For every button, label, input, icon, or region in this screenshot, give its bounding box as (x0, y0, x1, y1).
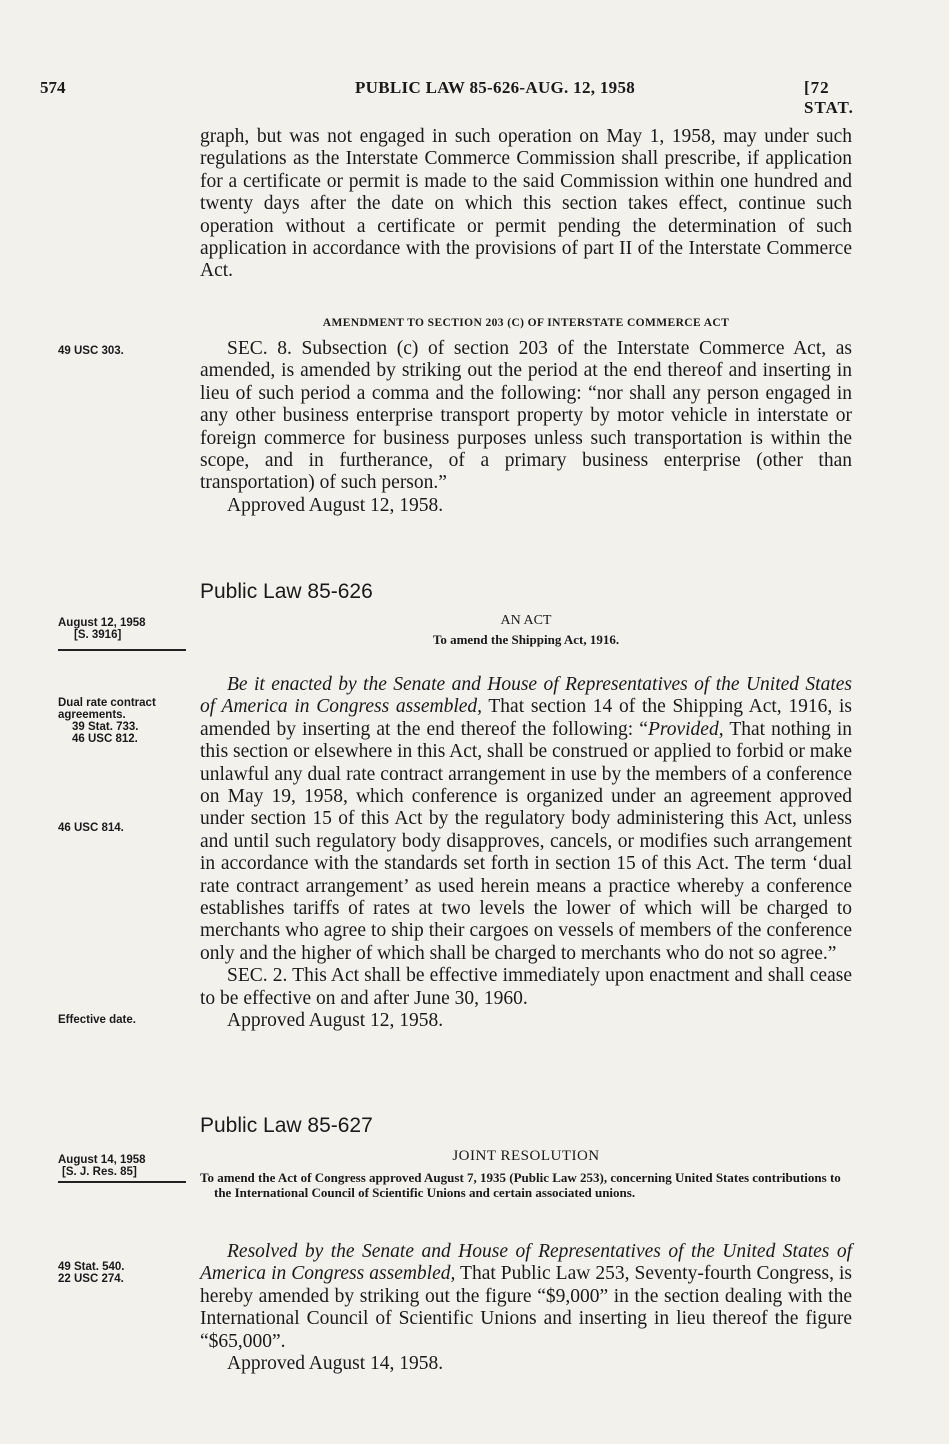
public-law-85-627-title: Public Law 85-627 (200, 1114, 373, 1137)
section-8 (200, 338, 852, 517)
provided-word: Provided, (647, 718, 724, 740)
approved-date: Approved August 12, 1958. (227, 1010, 444, 1032)
margin-note-1: 49 Stat. 540. (58, 1261, 125, 1273)
margin-bill: [S. 3916] (74, 629, 122, 641)
page-header (40, 78, 880, 117)
margin-date-627 (58, 1154, 188, 1178)
margin-notes-dual-rate (58, 697, 188, 745)
resolving-clause: Resolved by the Senate and House of Representatives of the United States of America in Congress assembled, (200, 1241, 852, 1285)
margin-bill: [S. J. Res. 85] (62, 1166, 137, 1178)
margin-rule (58, 1181, 186, 1183)
margin-rule (58, 649, 186, 651)
amendment-heading: AMENDMENT TO SECTION 203 (C) OF INTERSTATE COMMERCE ACT (322, 317, 730, 329)
margin-note-2: 39 Stat. 733. (72, 721, 139, 733)
margin-note-effective (58, 1014, 188, 1026)
margin-date: August 14, 1958 (58, 1154, 146, 1166)
pl627-body (200, 1241, 852, 1375)
margin-note-text: 46 USC 814. (58, 822, 124, 834)
pl627-text (200, 1241, 852, 1353)
margin-note-text: 49 USC 303. (58, 345, 124, 357)
approved-date: Approved August 14, 1958. (227, 1353, 444, 1375)
section-8-text: SEC. 8. Subsection (c) of section 203 of the Interstate Commerce Act, as amended, is amended by striking out the period at the end thereof and inserting in lieu of such period a comma and the following: “nor shall any person engaged in any other business enterprise transport property by motor vehicle in interstate or foreign commerce for business purposes unless such transportation is within the scope, and in furtherance, of a primary business enterprise (other than transportation) of such person.” (200, 338, 852, 494)
margin-note-text: Effective date. (58, 1014, 136, 1026)
carryover-paragraph (200, 126, 852, 283)
margin-note-46usc814 (58, 822, 188, 834)
page-number: 574 (40, 78, 66, 97)
margin-note-3: 46 USC 812. (72, 733, 138, 745)
pl626-body (200, 674, 852, 1033)
pl626-body-part2: That nothing in this section or elsewhere in this Act, shall be construed or applied to forbid or make unlawful any dual rate contract arrangement in use by the members of a conference on May 19, 1958, which conference is organized under an agreement approved under section 15 of this Act by the regulatory body administering this Act, unless and until such regulatory body disapproves, cancels, or modifies such arrangement in accordance with the standards set forth in section 15 of this Act. The term ‘dual rate contract arrangement’ as used herein means a practice whereby a conference establishes tariffs of rates at two levels the lower of which will be charged to merchants who agree to ship their cargoes on vessels of members of the conference only and the higher of which shall be charged to merchants who do not so agree.” (200, 718, 853, 964)
joint-resolution-label: JOINT RESOLUTION (452, 1148, 600, 1164)
margin-notes-627 (58, 1261, 188, 1285)
margin-note-1: Dual rate contract agreements. (58, 697, 156, 721)
approved-date: Approved August 12, 1958. (227, 494, 444, 516)
margin-date-626 (58, 617, 188, 641)
volume-citation: [72 STAT. (804, 78, 854, 117)
joint-resolution-purpose (200, 1170, 852, 1200)
margin-date: August 12, 1958 (58, 617, 146, 629)
public-law-85-626-title: Public Law 85-626 (200, 580, 373, 603)
header-title: PUBLIC LAW 85-626-AUG. 12, 1958 (355, 78, 636, 97)
pl626-section-2: SEC. 2. This Act shall be effective immediately upon enactment and shall cease to be effective on and after June 30, 1960. (200, 965, 852, 1009)
act-purpose: To amend the Shipping Act, 1916. (432, 632, 620, 647)
pl626-section-1 (200, 674, 852, 965)
margin-note-2: 22 USC 274. (58, 1273, 124, 1285)
purpose-text: To amend the Act of Congress approved August 7, 1935 (Public Law 253), concerning United States contributions to the International Council of Scientific Unions and certain associated unions. (200, 1170, 841, 1200)
pl627-body-text: That Public Law 253, Seventy-fourth Congress, is hereby amended by striking out the figure “$9,000” in the section dealing with the International Council of Scientific Unions and inserting in lieu thereof the figure “$65,000”. (200, 1263, 852, 1352)
carryover-text: graph, but was not engaged in such operation on May 1, 1958, may under such regulations as the Interstate Commerce Commission shall prescribe, if application for a certificate or permit is made to the said Commission within one hundred and twenty days after the date on which this section takes effect, continue such operation without a certificate or permit pending the determination of such application in accordance with the provisions of part II of the Interstate Commerce Act. (200, 126, 852, 282)
pl626-body-part1: That section 14 of the Shipping Act, 1916, is amended by inserting at the end thereof the following: “ (200, 696, 852, 740)
enacting-clause: Be it enacted by the Senate and House of Representatives of the United States of America in Congress assembled, (200, 674, 852, 718)
act-label: AN ACT (500, 613, 552, 628)
margin-note-49usc303 (58, 345, 188, 357)
